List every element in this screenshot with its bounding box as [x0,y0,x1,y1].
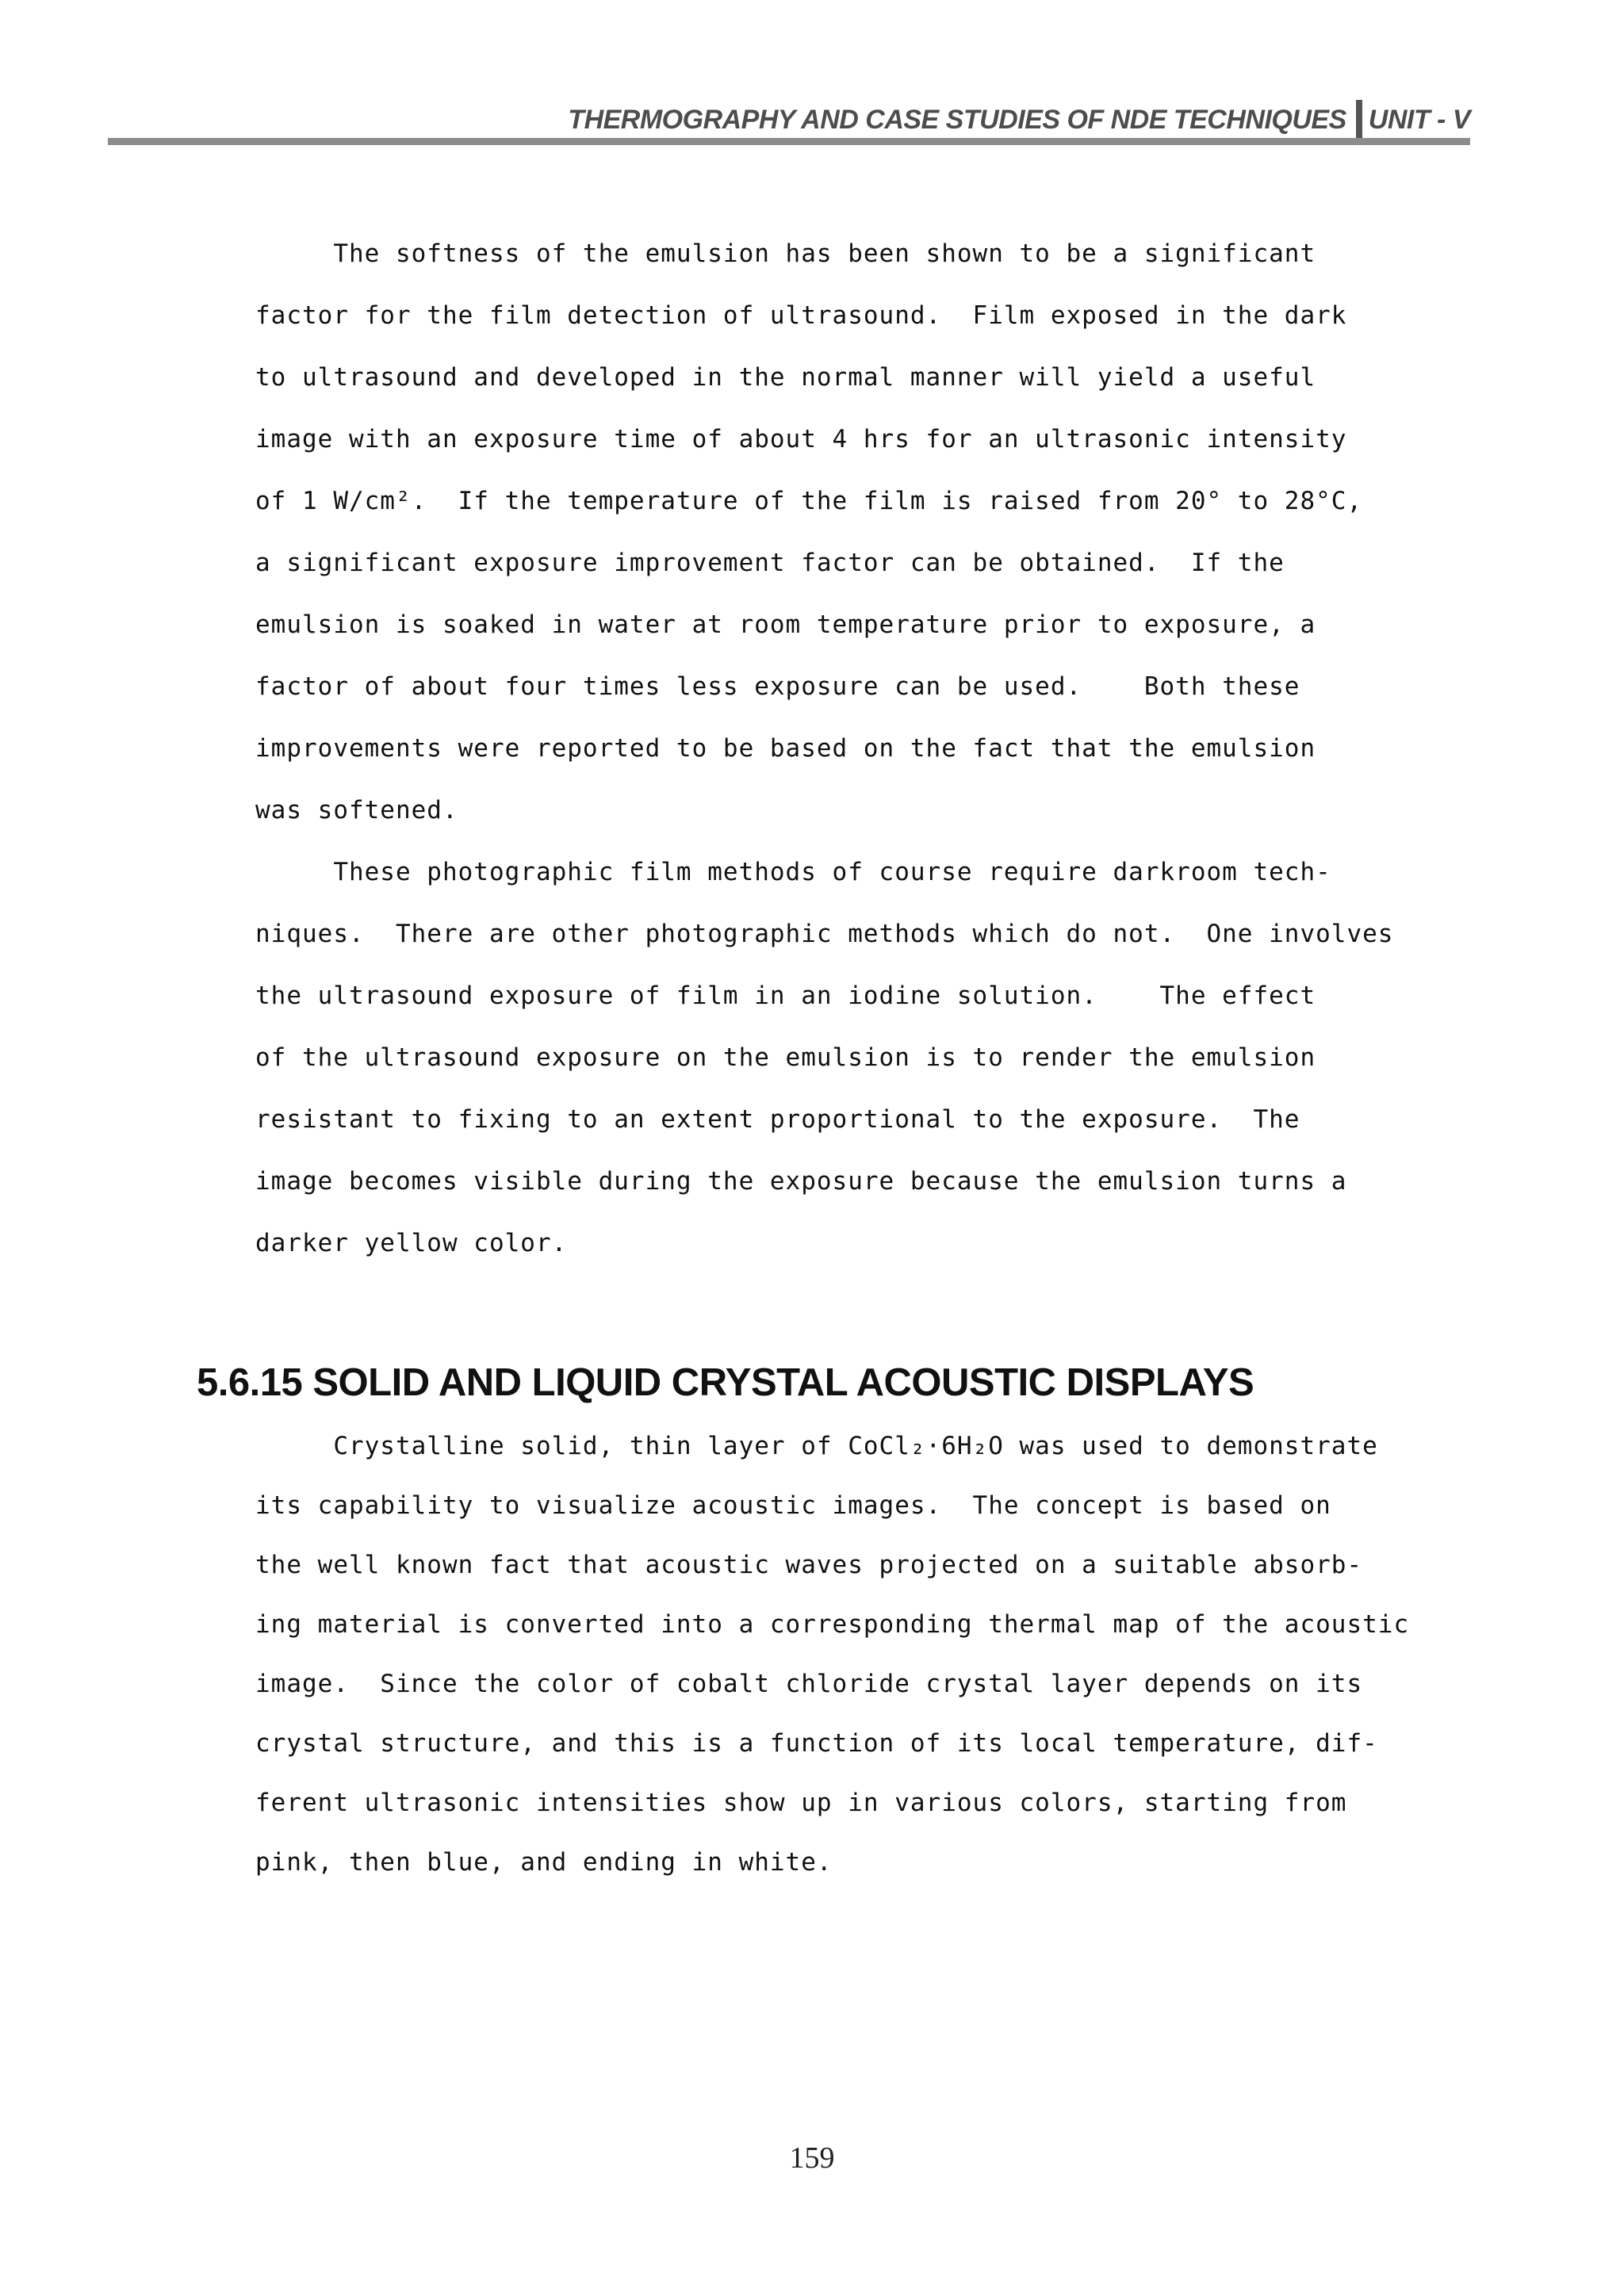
text-line: darker yellow color. [255,1229,568,1257]
text-line: These photographic film methods of course require darkroom tech- [255,858,1331,886]
text-line: the ultrasound exposure of film in an iodine solution. The effect [255,982,1316,1010]
text-line: the well known fact that acoustic waves projected on a suitable absorb- [255,1551,1363,1579]
section-heading: 5.6.15 SOLID AND LIQUID CRYSTAL ACOUSTIC DISPLAYS [197,1361,1254,1404]
text-line: resistant to fixing to an extent proportional to the exposure. The [255,1105,1300,1134]
paragraph-emulsion-softness [255,223,1362,841]
header-text [568,100,1470,140]
text-line: image with an exposure time of about 4 hrs for an ultrasonic intensity [255,425,1347,453]
header-title: THERMOGRAPHY AND CASE STUDIES OF NDE TECHNIQUES [568,105,1346,135]
header-unit: UNIT - V [1368,105,1470,135]
text-line: was softened. [255,796,458,825]
text-line: factor for the film detection of ultrasound. Film exposed in the dark [255,301,1347,330]
running-header [108,94,1470,149]
text-line: crystal structure, and this is a function of its local temperature, dif- [255,1729,1378,1758]
text-line: pink, then blue, and ending in white. [255,1848,833,1877]
text-line: improvements were reported to be based on the fact that the emulsion [255,734,1316,763]
paragraph-photographic-methods [255,841,1393,1274]
text-line: to ultrasound and developed in the normal manner will yield a useful [255,363,1316,392]
text-line: a significant exposure improvement factor can be obtained. If the [255,549,1285,577]
text-line: The softness of the emulsion has been shown to be a significant [255,239,1316,268]
text-line: ing material is converted into a corresponding thermal map of the acoustic [255,1610,1410,1639]
paragraph-crystal-displays [255,1417,1409,1892]
text-line: ferent ultrasonic intensities show up in various colors, starting from [255,1789,1347,1817]
text-line: emulsion is soaked in water at room temperature prior to exposure, a [255,610,1316,639]
text-line: of the ultrasound exposure on the emulsion is to render the emulsion [255,1043,1316,1072]
text-line: image. Since the color of cobalt chloride crystal layer depends on its [255,1670,1363,1698]
text-line: factor of about four times less exposure can be used. Both these [255,672,1300,701]
text-line: Crystalline solid, thin layer of CoCl₂·6H₂O was used to demonstrate [255,1432,1378,1460]
page-number: 159 [789,2141,835,2175]
text-line: its capability to visualize acoustic images. The concept is based on [255,1491,1331,1520]
header-rule [108,138,1470,145]
text-line: of 1 W/cm². If the temperature of the film is raised from 20° to 28°C, [255,487,1363,515]
header-separator [1356,100,1362,140]
text-line: niques. There are other photographic methods which do not. One involves [255,920,1394,948]
text-line: image becomes visible during the exposure because the emulsion turns a [255,1167,1347,1196]
